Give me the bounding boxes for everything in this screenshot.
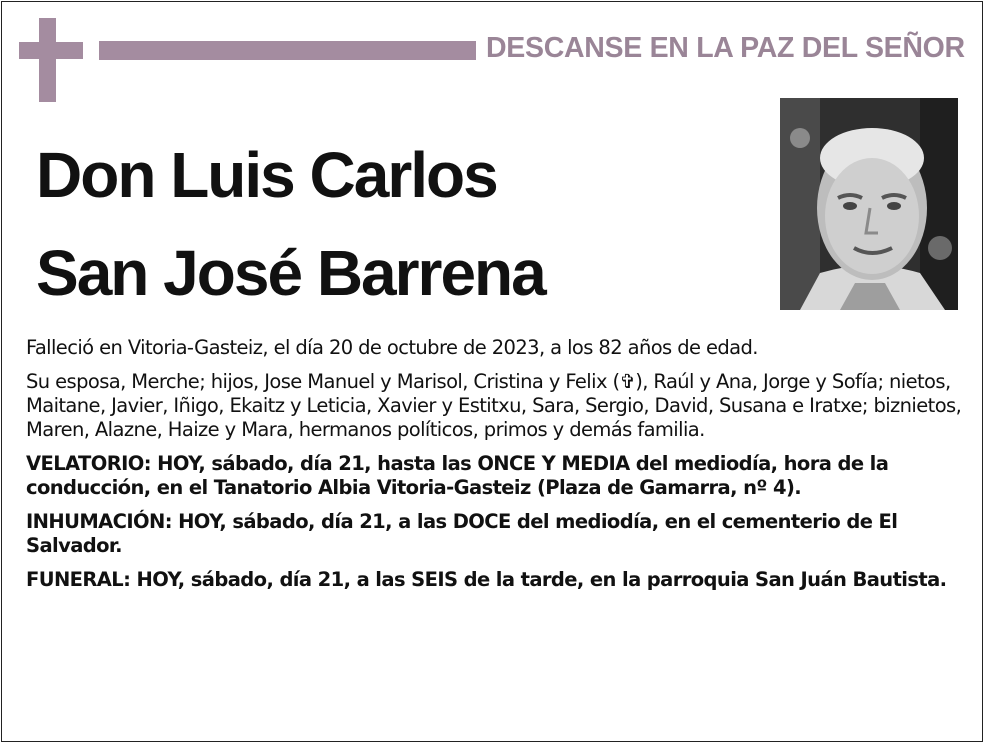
header-rule — [99, 41, 476, 60]
obituary-body — [26, 336, 968, 602]
family-list: Su esposa, Merche; hijos, Jose Manuel y Marisol, Cristina y Felix (✞), Raúl y Ana, Jorge y Sofía; nietos, Maitane, Javier, Iñigo, Ekaitz y Leticia, Xavier y Estitxu, Sara, Sergio, David, Susana e Iratxe; biznietos, Maren, Alazne, Haize y Mara, hermanos políticos, primos y demás familia. — [26, 370, 962, 441]
name-line-2: San José Barrena — [36, 237, 545, 309]
name-line-1: Don Luis Carlos — [36, 139, 497, 211]
funeral-notice: FUNERAL: HOY, sábado, día 21, a las SEIS de la tarde, en la parroquia San Juán Bautista. — [26, 568, 947, 591]
motto-heading: DESCANSE EN LA PAZ DEL SEÑOR — [486, 32, 965, 64]
portrait-illustration — [780, 98, 958, 310]
cross-vertical-bar — [39, 18, 56, 102]
portrait-photo — [780, 98, 958, 310]
cross-horizontal-bar — [19, 42, 83, 59]
obituary-card — [1, 1, 983, 742]
death-notice: Falleció en Vitoria-Gasteiz, el día 20 de octubre de 2023, a los 82 años de edad. — [26, 336, 758, 359]
inhumacion-notice: INHUMACIÓN: HOY, sábado, día 21, a las DOCE del mediodía, en el cementerio de El Salvador. — [26, 510, 898, 557]
velatorio-notice: VELATORIO: HOY, sábado, día 21, hasta las ONCE Y MEDIA del mediodía, hora de la conducción, en el Tanatorio Albia Vitoria-Gasteiz (Plaza de Gamarra, nº 4). — [26, 452, 889, 499]
